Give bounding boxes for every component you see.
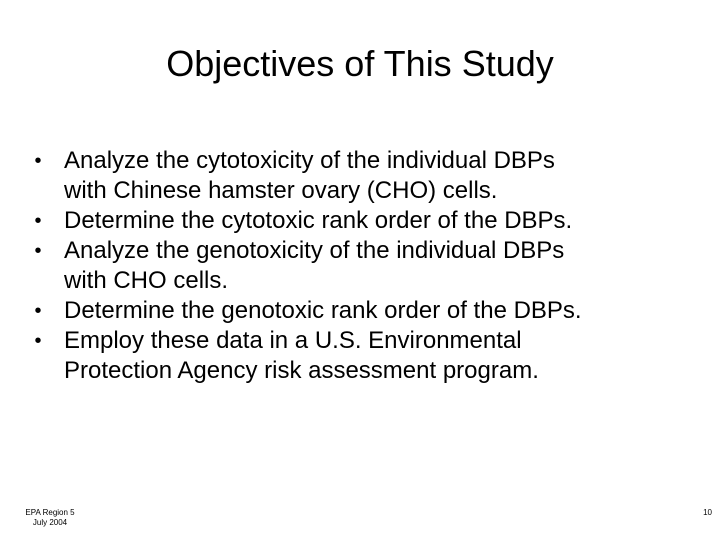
bullet-dot-icon: •	[34, 240, 42, 262]
bullet-text-line: Determine the cytotoxic rank order of the DBPs.	[64, 207, 573, 234]
footer-date: July 2004	[32, 518, 68, 527]
bullet-dot-icon: •	[34, 210, 42, 232]
bullet-text-line: Analyze the cytotoxicity of the individual DBPs	[64, 147, 555, 174]
bullet-text-line: with Chinese hamster ovary (CHO) cells.	[64, 177, 498, 204]
bullet-item	[28, 206, 708, 236]
bullet-text-line: Analyze the genotoxicity of the individual DBPs	[64, 237, 565, 264]
bullet-item	[28, 326, 708, 386]
bullet-text-line: with CHO cells.	[64, 267, 229, 294]
bullet-item	[28, 146, 708, 206]
bullet-text-line: Protection Agency risk assessment program.	[64, 357, 539, 384]
bullet-item	[28, 236, 708, 296]
bullet-dot-icon: •	[34, 150, 42, 172]
bullet-list	[28, 146, 708, 386]
footer-source	[18, 508, 82, 528]
page-number: 10	[703, 508, 712, 517]
bullet-item	[28, 296, 708, 326]
bullet-text-line: Determine the genotoxic rank order of the DBPs.	[64, 297, 582, 324]
bullet-text-line: Employ these data in a U.S. Environmental	[64, 327, 522, 354]
footer-org: EPA Region 5	[25, 508, 75, 517]
slide-title: Objectives of This Study	[166, 43, 554, 84]
bullet-dot-icon: •	[34, 300, 42, 322]
bullet-dot-icon: •	[34, 330, 42, 352]
